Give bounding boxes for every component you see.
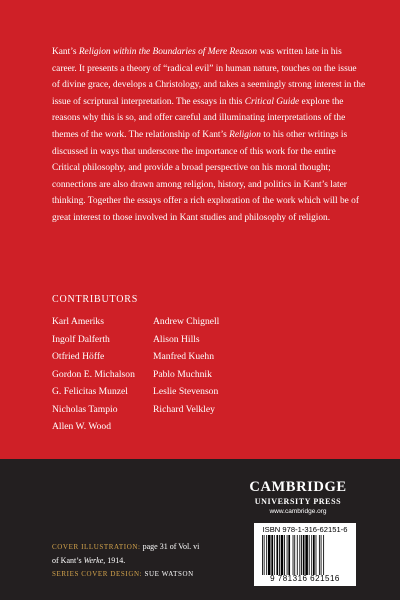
barcode-stripe	[313, 535, 315, 575]
blurb-paragraph	[52, 44, 366, 227]
publisher-logo-sub: UNIVERSITY PRESS	[254, 497, 342, 506]
contributor-name: Karl Ameriks	[52, 316, 104, 327]
barcode-stripe	[301, 535, 302, 575]
contributor-name: Manfred Kuehn	[153, 351, 215, 362]
blurb-text-mid2: explore the reasons why this is so, and offer careful and illuminating interpretations of the themes of the work. The relationship of Kant’s	[52, 96, 346, 140]
barcode-stripe	[279, 535, 280, 575]
barcode-stripe	[276, 535, 278, 575]
contributor-name: Richard Velkley	[153, 403, 215, 415]
blurb-text-start: Kant’s	[52, 47, 79, 57]
barcode-stripe	[297, 535, 298, 575]
publisher-logo-name: CAMBRIDGE	[249, 479, 347, 495]
illustration-label: COVER ILLUSTRATION:	[52, 543, 141, 551]
religion-italic: Religion	[229, 129, 261, 140]
barcode-stripe	[284, 535, 285, 575]
barcode-stripe	[303, 535, 305, 575]
barcode-stripe	[299, 535, 300, 575]
barcode-stripe	[311, 535, 312, 575]
designer-name: SUE WATSON	[142, 570, 194, 578]
blurb-text-end: to his other writings is discussed in ways that underscore the importance of this work for the entire Critical philosophy, and provide a broad perspective on his moral thought; connections are also drawn among religion, history, and politics in Kant’s later thinking. Together the essays offer a rich exploration of the work which will be of great interest to those involved in Kant studies and philosophy of religion.	[52, 129, 359, 223]
werke-italic: Werke	[83, 556, 104, 565]
barcode-stripe	[321, 535, 322, 575]
publisher-url: www.cambridge.org	[269, 508, 327, 515]
contributors-left-column	[52, 313, 135, 436]
blurb-text-mid: was written late in his career. It presents a theory of “radical evil” in human nature, touches on the issue of divine grace, develops a Christology, and takes a seemingly strong interest in the issue of scriptural interpretation. The essays in this	[52, 47, 366, 107]
cover-illustration-credit	[52, 540, 199, 567]
barcode-stripe	[293, 535, 294, 575]
illustration-text-2: of Kant’s	[52, 556, 84, 565]
barcode-stripe	[319, 535, 320, 575]
contributor-name: Andrew Chignell	[153, 316, 220, 327]
series-title-italic: Critical Guide	[244, 96, 300, 107]
design-label: SERIES COVER DESIGN:	[52, 570, 143, 578]
contributor-name: Otfried Höffe	[52, 351, 105, 362]
contributor-name: Allen W. Wood	[52, 421, 112, 432]
barcode-number: 9 781316 621516	[270, 574, 340, 583]
barcode-stripe	[271, 535, 273, 575]
barcode-stripe	[281, 535, 284, 575]
barcode-stripe	[262, 535, 263, 575]
barcode-stripe	[323, 535, 324, 575]
barcode-stripe	[268, 535, 271, 575]
contributor-name: Pablo Muchnik	[153, 368, 212, 380]
barcode-stripe	[287, 535, 288, 575]
isbn-text: ISBN 978-1-316-62151-6	[262, 525, 348, 534]
barcode-stripe	[288, 535, 290, 575]
book-title-italic: Religion within the Boundaries of Mere Reason	[78, 47, 258, 57]
illustration-text: page 31 of Vol. vi	[140, 542, 200, 551]
contributor-name: Alison Hills	[153, 333, 200, 345]
barcode-stripe	[266, 535, 267, 575]
contributors-heading: CONTRIBUTORS	[52, 294, 139, 305]
contributor-name: Nicholas Tampio	[52, 403, 118, 415]
contributor-name: G. Felicitas Munzel	[52, 386, 128, 397]
contributor-name: Ingolf Dalferth	[52, 333, 110, 345]
barcode-stripe	[274, 535, 275, 575]
series-design-credit	[52, 570, 194, 578]
barcode-stripe	[316, 535, 317, 575]
barcode-stripe	[305, 535, 308, 575]
contributor-name: Gordon E. Michalson	[52, 368, 135, 380]
contributors-right-column	[153, 313, 219, 418]
isbn-barcode	[254, 523, 356, 586]
barcode-stripe	[309, 535, 310, 575]
barcode-bars	[262, 535, 350, 575]
illustration-year: , 1914.	[103, 556, 126, 565]
barcode-stripe	[264, 535, 265, 575]
contributor-name: Leslie Stevenson	[153, 386, 219, 397]
barcode-stripe	[294, 535, 295, 575]
